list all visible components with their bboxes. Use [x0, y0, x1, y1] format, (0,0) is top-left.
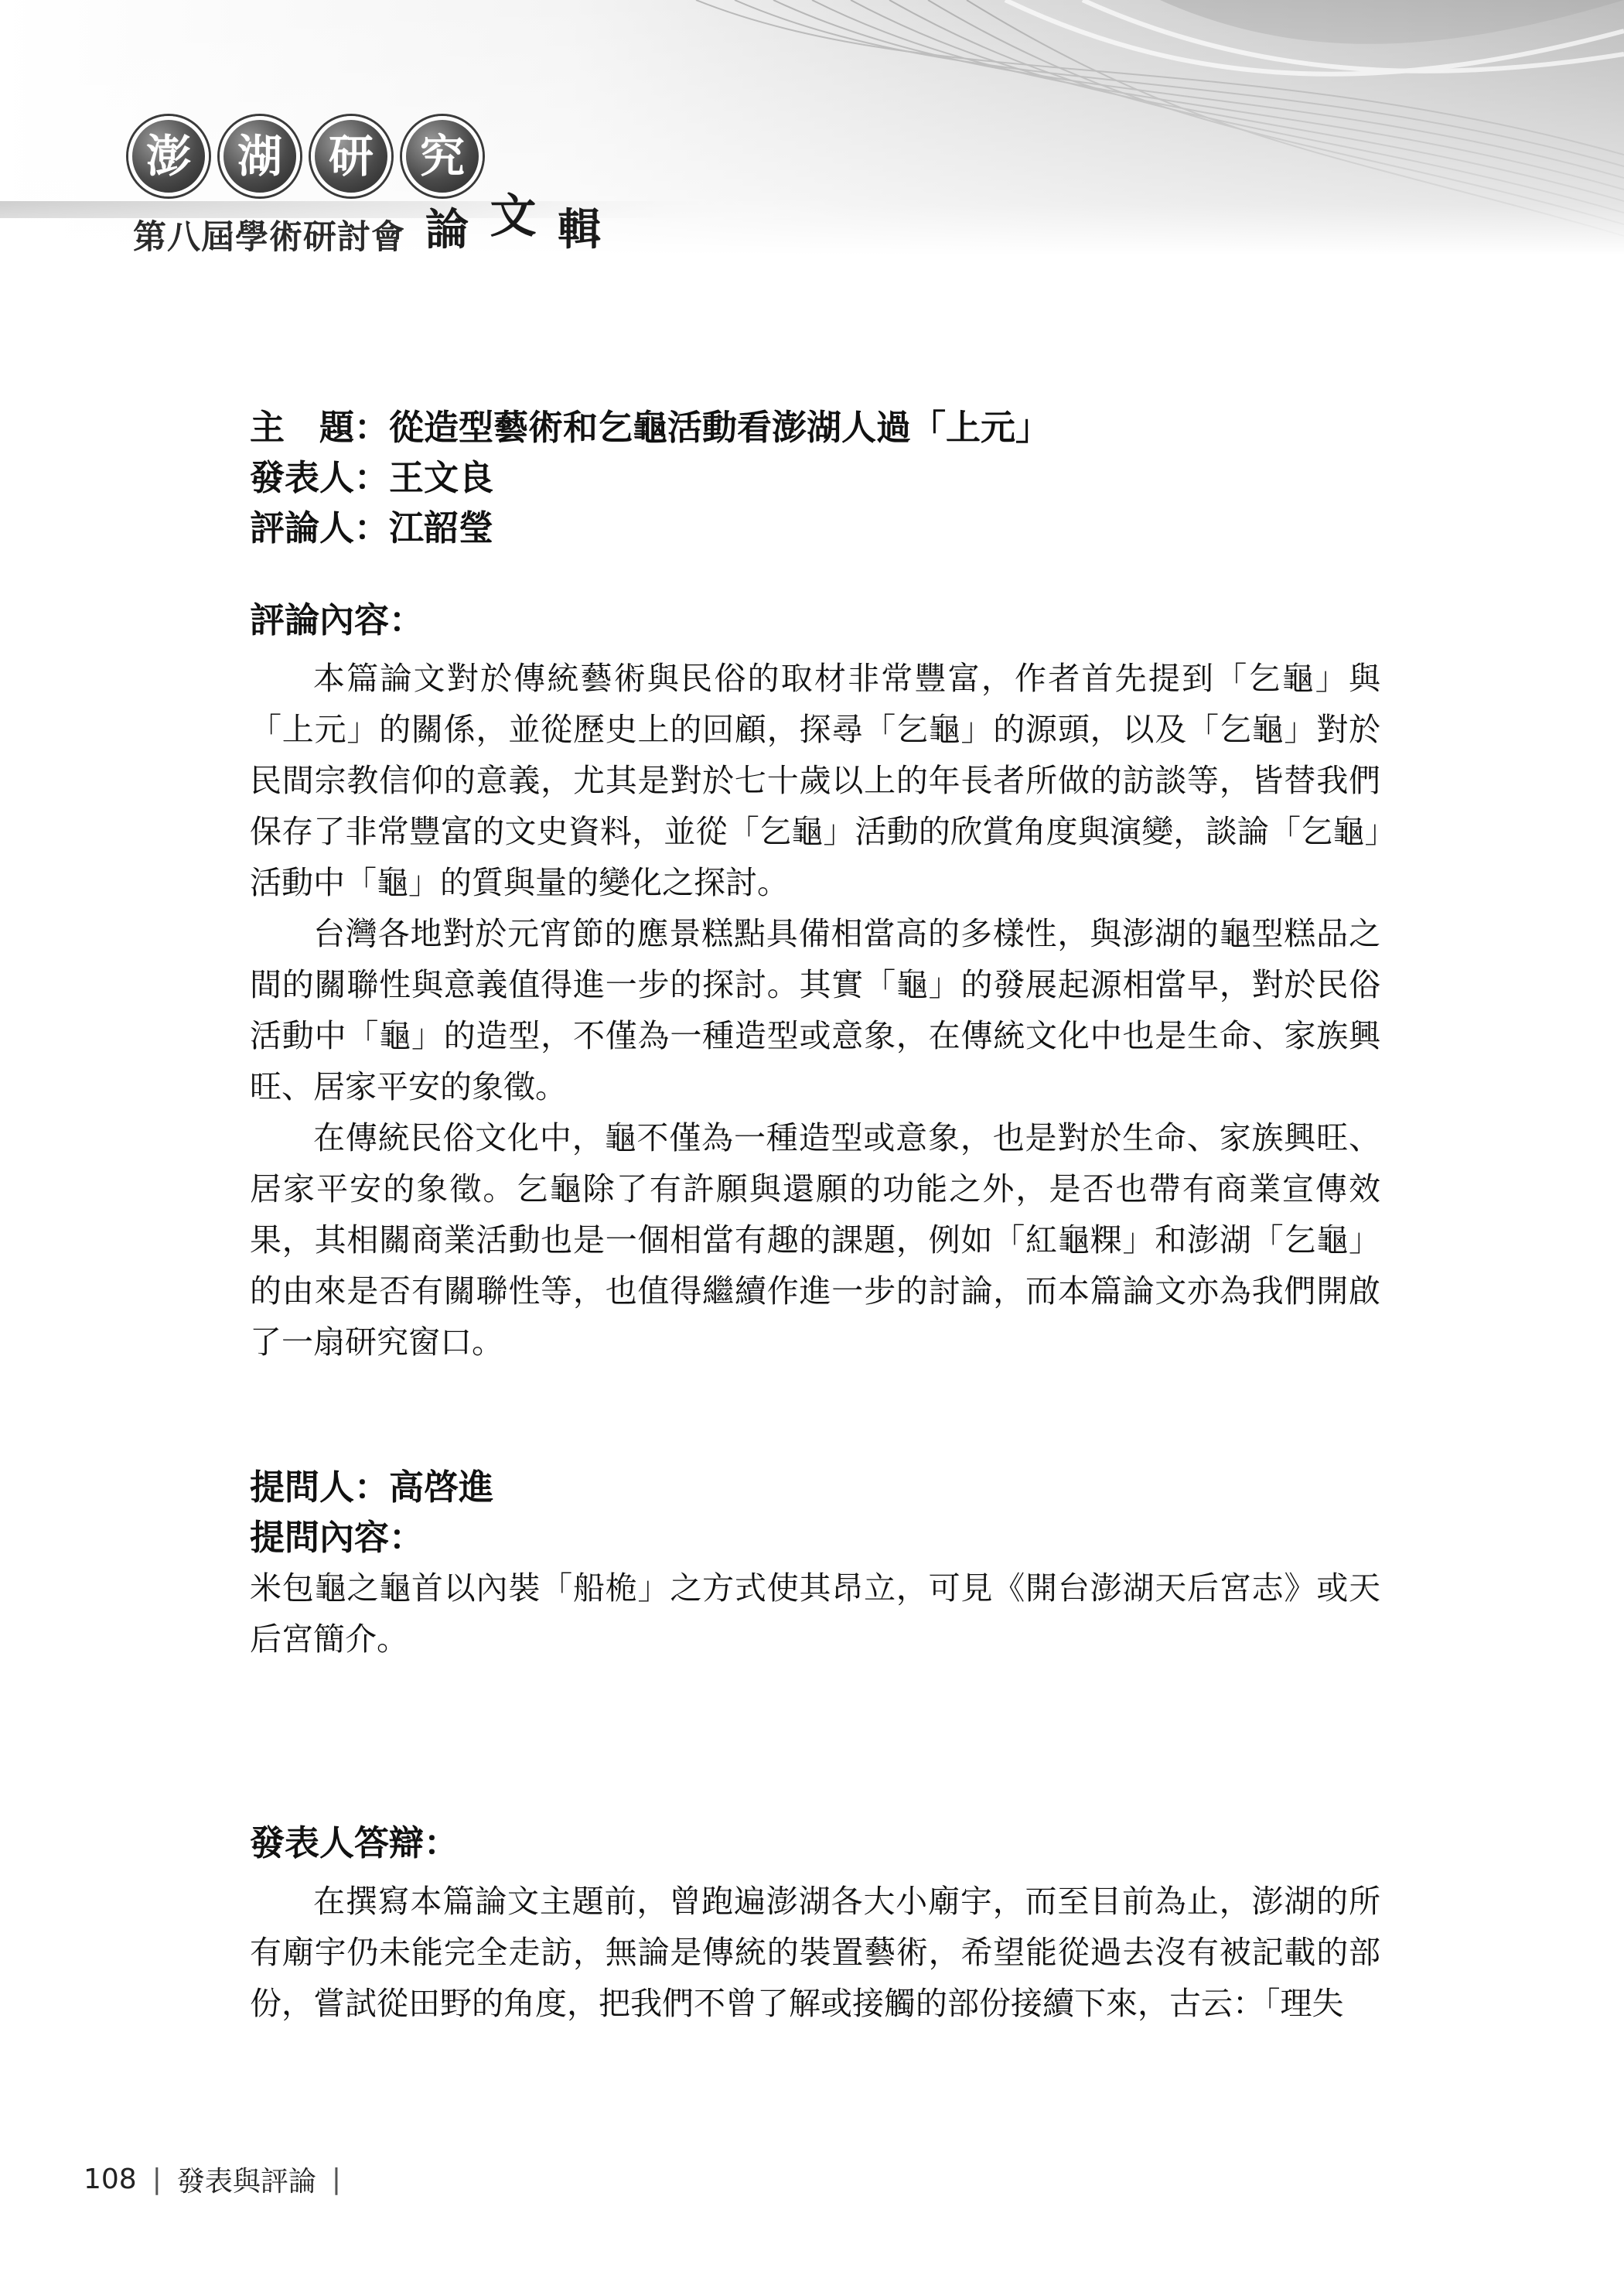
collection-char: 論 [425, 205, 472, 255]
topic-label: 主 題： [250, 407, 390, 448]
review-heading: 評論內容： [250, 599, 425, 640]
footer-divider: | [152, 2164, 162, 2195]
conference-line [133, 192, 604, 255]
title-badge: 究 [402, 116, 483, 196]
journal-title-badges [128, 116, 483, 196]
header-banner [0, 0, 1624, 255]
conference-title: 第八屆學術研討會 [133, 218, 405, 255]
title-badge: 澎 [128, 116, 209, 196]
page-number: 108 [84, 2164, 137, 2195]
reply-heading: 發表人答辯： [250, 1822, 459, 1863]
page-footer [84, 2160, 341, 2199]
presenter-label: 發表人： [250, 457, 390, 498]
topic-line [250, 402, 1380, 453]
presenter-line [250, 453, 1380, 503]
reply-text: 在撰寫本篇論文主題前，曾跑遍澎湖各大小廟宇，而至目前為止，澎湖的所有廟宇仍未能完全走訪，無論是傳統的裝置藝術，希望能從過去沒有被記載的部份，嘗試從田野的角度，把我們不曾了解或接觸的部份接續下來，古云：「理失 [250, 1883, 1380, 2022]
review-paragraph: 台灣各地對於元宵節的應景糕點具備相當高的多樣性，與澎湖的龜型糕品之間的關聯性與意義值得進一步的探討。其實「龜」的發展起源相當早，對於民俗活動中「龜」的造型，不僅為一種造型或意象，在傳統文化中也是生命、家族興旺、居家平安的象徵。 [250, 915, 1380, 1105]
title-badge: 湖 [220, 116, 300, 196]
review-paragraph: 本篇論文對於傳統藝術與民俗的取材非常豐富，作者首先提到「乞龜」與「上元」的關係，並從歷史上的回顧，探尋「乞龜」的源頭，以及「乞龜」對於民間宗教信仰的意義，尤其是對於七十歲以上的年長者所做的訪談等，皆替我們保存了非常豐富的文史資料，並從「乞龜」活動的欣賞角度與演變，談論「乞龜」活動中「龜」的質與量的變化之探討。 [250, 660, 1380, 901]
commenter-label: 評論人： [250, 507, 390, 548]
collection-char: 輯 [558, 205, 604, 255]
commenter-value: 江韶瑩 [389, 507, 494, 548]
commenter-line [250, 503, 1380, 553]
asker-line [250, 1462, 1380, 1512]
footer-section-label: 發表與評論 [176, 2166, 316, 2198]
review-paragraph: 在傳統民俗文化中，龜不僅為一種造型或意象，也是對於生命、家族興旺、居家平安的象徵。乞龜除了有許願與還願的功能之外，是否也帶有商業宣傳效果，其相關商業活動也是一個相當有趣的課題，例如「紅龜粿」和澎湖「乞龜」的由來是否有關聯性等，也值得繼續作進一步的討論，而本篇論文亦為我們開啟了一扇研究窗口。 [250, 1119, 1380, 1361]
footer-divider: | [331, 2164, 342, 2195]
presenter-value: 王文良 [389, 457, 494, 498]
collection-char: 文 [490, 190, 540, 244]
title-badge: 研 [311, 116, 391, 196]
question-heading: 提問內容： [250, 1517, 425, 1558]
topic-value: 從造型藝術和乞龜活動看澎湖人過「上元」 [389, 407, 1051, 448]
page-content [250, 402, 1380, 2029]
asker-value: 高啓進 [389, 1467, 494, 1508]
asker-label: 提問人： [250, 1467, 390, 1508]
collection-label [425, 192, 604, 255]
question-text: 米包龜之龜首以內裝「船桅」之方式使其昂立，可見《開台澎湖天后宮志》或天后宮簡介。 [250, 1569, 1380, 1658]
